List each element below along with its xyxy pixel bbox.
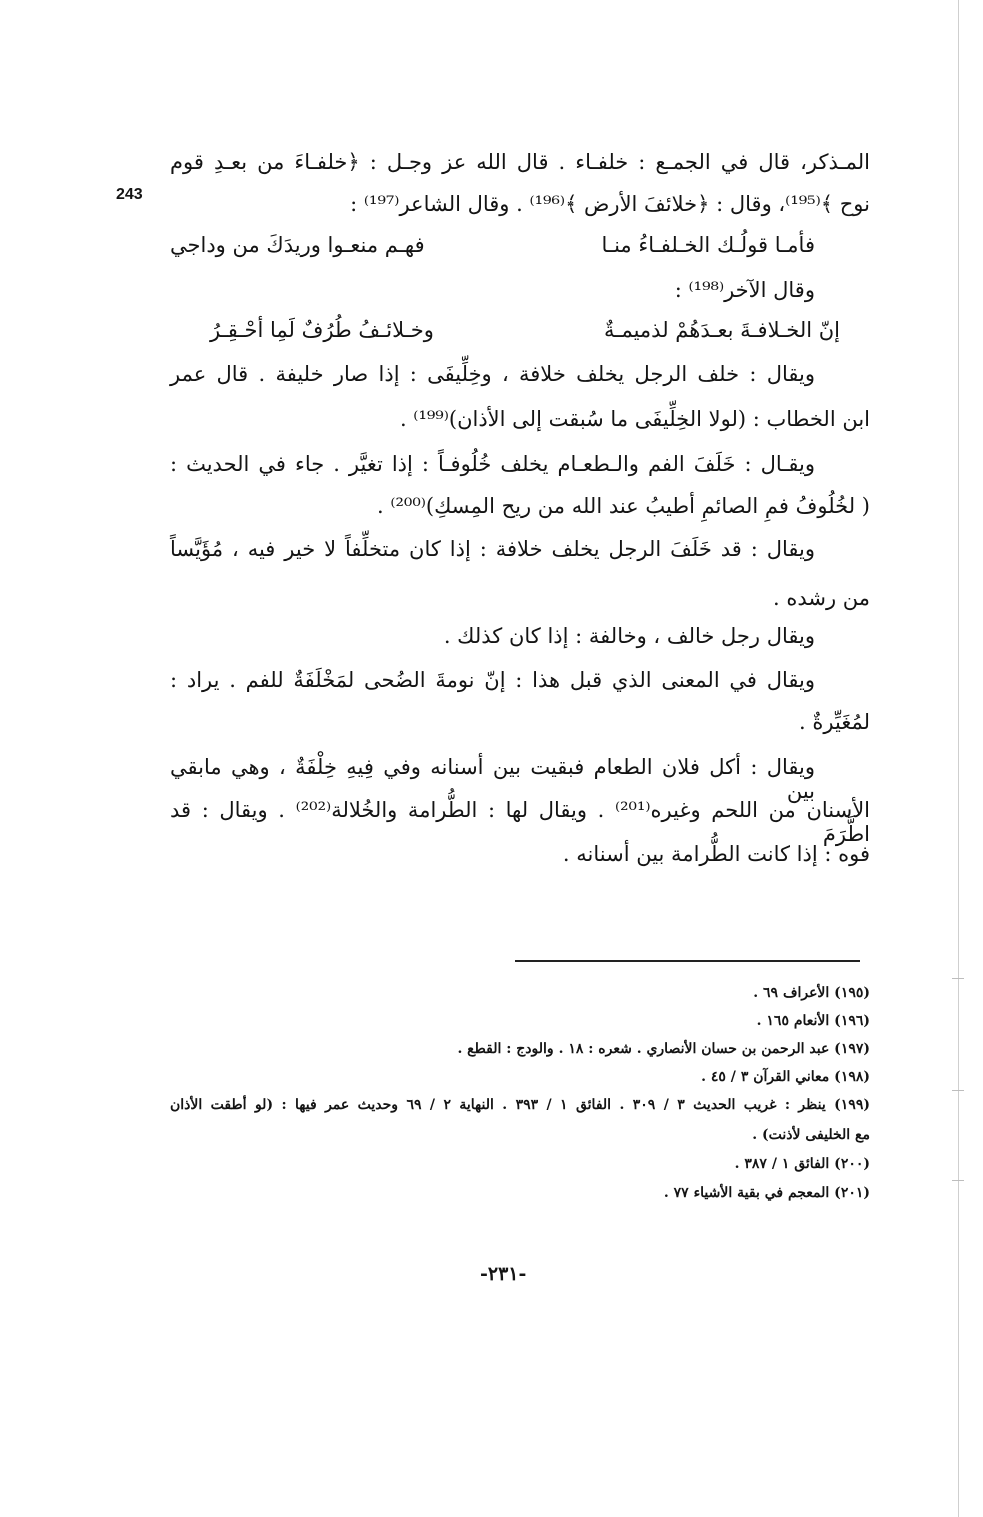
footnote: (٢٠٠) الفائق ١ / ٣٨٧ . (734, 1156, 870, 1172)
page-edge-tick (952, 1180, 964, 1181)
verse-hemistich-first: إنّ الخـلافـةَ بعـدَهُمْ لذميمـةٌ (604, 318, 840, 342)
body-line: وقال الآخر⁽¹⁹⁸⁾ : (674, 278, 815, 302)
footnote: (١٩٦) الأنعام ١٦٥ . (756, 1013, 870, 1029)
body-line: ابن الخطاب : (لولا الخِلِّيفَى ما سُبقت إلى الأذان)⁽¹⁹⁹⁾ . (399, 407, 870, 431)
body-line: الأسنان من اللحم وغيره⁽²⁰¹⁾ . ويقال لها : الطُّرامة والخُلالة⁽²⁰²⁾ . ويقال : قد اطَّرَمَ (170, 798, 871, 846)
footnote: (٢٠١) المعجم في بقية الأشياء ٧٧ . (663, 1185, 870, 1201)
body-line: ويقال : قد خَلَفَ الرجل يخلف خلافة : إذا كان متخلِّفاً لا خير فيه ، مُؤَيَّساً (170, 537, 815, 561)
page-edge-rule (958, 0, 959, 1517)
page-number: -٢٣١- (480, 1263, 527, 1285)
verse-hemistich-first: فأمـا قولُـك الخـلفـاءُ منـا (601, 233, 815, 257)
body-line: المـذكر، قال في الجمـع : خلفـاء . قال الله عز وجـل : ﴿خلفـاءَ من بعـدِ قوم (170, 150, 870, 174)
footnote-continuation: مع الخليفى لأذنت) . (752, 1127, 870, 1143)
body-line: لمُغَيِّرةٌ . (799, 710, 870, 734)
footnote: (١٩٩) ينظر : غريب الحديث ٣ / ٣٠٩ . الفائق ١ / ٣٩٣ . النهاية ٢ / ٦٩ وحديث عمر فيها : (لو أطقت الأذان (170, 1097, 870, 1113)
verse-hemistich-second: وخـلائـفُ طُرُفٌ لَمِا أحْـقِـرُ (210, 318, 434, 342)
footnote: (١٩٥) الأعراف ٦٩ . (753, 985, 870, 1001)
page-edge-tick (952, 978, 964, 979)
page-edge-tick (952, 1090, 964, 1091)
body-line: ويقـال : خَلَفَ الفم والـطعـام يخلف خُلُوفـاً : إذا تغيَّر . جاء في الحديث : (170, 452, 815, 476)
footnote-separator (515, 960, 860, 962)
footnote: (١٩٨) معاني القرآن ٣ / ٤٥ . (701, 1069, 870, 1085)
body-line: ويقال في المعنى الذي قبل هذا : إنّ نومةَ الضُحى لمَخْلَفَةٌ للفم . يراد : (170, 668, 815, 692)
body-line: ويقال رجل خالف ، وخالفة : إذا كان كذلك . (443, 624, 815, 648)
page-number-latin: 243 (116, 186, 143, 203)
body-line: من رشده . (772, 586, 870, 610)
body-line: فوه : إذا كانت الطُّرامة بين أسنانه . (562, 842, 870, 866)
body-line: ( لخُلُوفُ فمِ الصائمِ أطيبُ عند الله من ريح المِسكِ)⁽²⁰⁰⁾ . (376, 494, 870, 518)
body-line: ويقال : أكل فلان الطعام فبقيت بين أسنانه وفي فِيهِ خِلْفَةٌ ، وهي مابقي بين (170, 755, 815, 803)
footnote: (١٩٧) عبد الرحمن بن حسان الأنصاري . شعره : ١٨ . والودج : القطع . (457, 1041, 870, 1057)
verse-hemistich-second: فهـم منعـوا وريدَكَ من وداجي (170, 233, 425, 257)
body-line: ويقال : خلف الرجل يخلف خلافة ، وخِلِّيفَى : إذا صار خليفة . قال عمر (170, 362, 815, 386)
body-line: نوح ﴾⁽¹⁹⁵⁾، وقال : ﴿خلائفَ الأرض ﴾⁽¹⁹⁶⁾ . وقال الشاعر⁽¹⁹⁷⁾ : (350, 192, 870, 216)
